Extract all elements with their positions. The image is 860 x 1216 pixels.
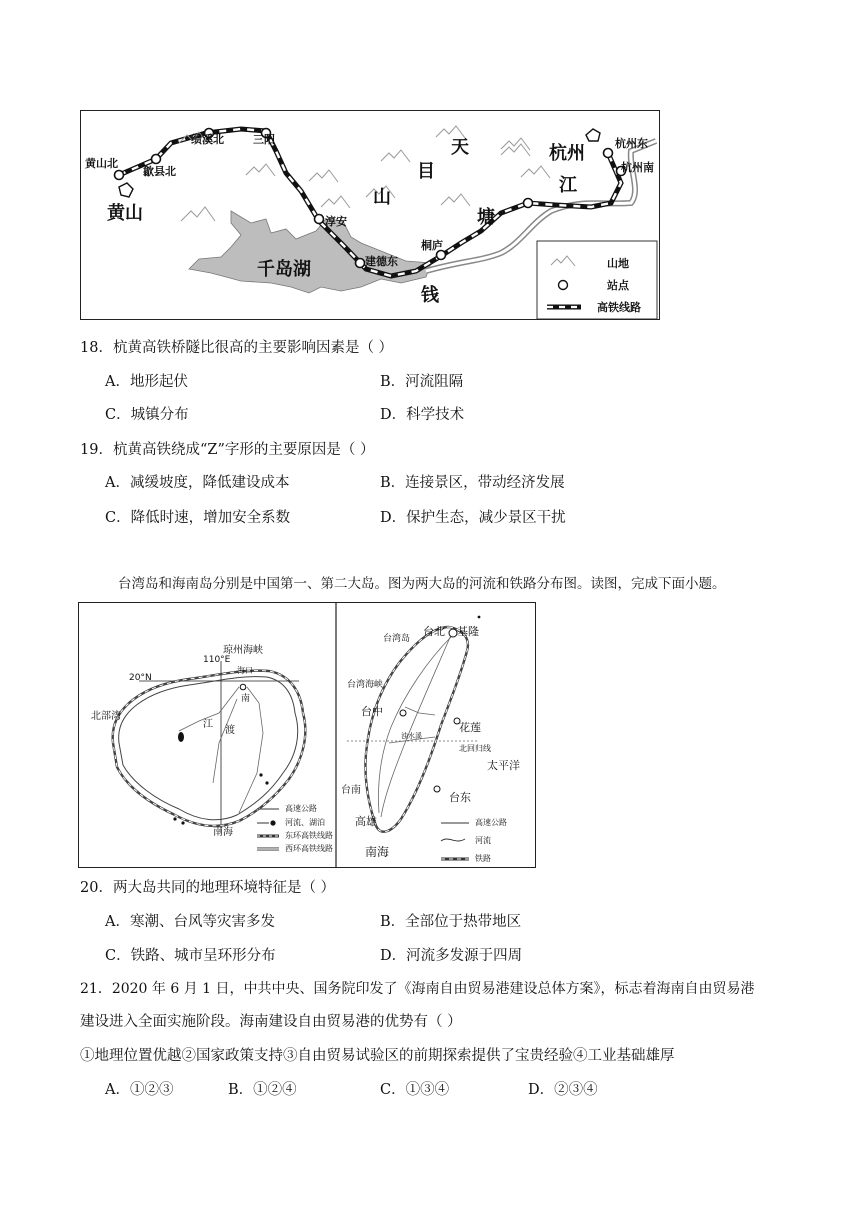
legend-label: 山地 xyxy=(607,257,629,270)
q20-option-a[interactable]: A．寒潮、台风等灾害多发 xyxy=(105,914,275,930)
q20-option-b[interactable]: B．全部位于热带地区 xyxy=(380,914,522,930)
legend-label: 东环高铁线路 xyxy=(285,831,333,840)
taiwan-label: 太平洋 xyxy=(487,759,520,772)
hainan-label: 110°E xyxy=(203,655,231,665)
question-21-items: ①地理位置优越②国家政策支持③自由贸易试验区的前期探索提供了宝贵经验④工业基础雄厚 xyxy=(80,1048,675,1064)
passage-intro: 台湾岛和海南岛分别是中国第一、第二大岛。图为两大岛的河流和铁路分布图。读图，完成下面小题。 xyxy=(118,576,726,592)
station-label: 杭州南 xyxy=(621,161,654,174)
station-jiandedong xyxy=(356,259,365,268)
taiwan-label: 台湾岛 xyxy=(383,634,411,644)
station-label: 淳安 xyxy=(325,215,347,228)
question-21-stem-line2: 建设进入全面实施阶段。海南建设自由贸易港的优势有（ ） xyxy=(80,1014,462,1030)
station-junction xyxy=(524,199,533,208)
taiwan-label: 台东 xyxy=(449,791,471,804)
hainan-label: 琼州海峡 xyxy=(223,645,263,656)
station-label: 桐庐 xyxy=(421,239,443,252)
q19-option-d[interactable]: D．保护生态，减少景区干扰 xyxy=(380,510,566,526)
taiwan-label: 基隆 xyxy=(457,625,479,638)
station-label: 歙县北 xyxy=(143,165,176,178)
taiwan-label: 台南 xyxy=(341,785,361,796)
taiwan-label: 台湾海峡 xyxy=(347,680,384,690)
q20-option-d[interactable]: D．河流多发源于四周 xyxy=(380,948,523,964)
legend-label: 高速公路 xyxy=(285,804,317,813)
q21-option-d[interactable]: D．②③④ xyxy=(528,1082,598,1098)
q18-option-d[interactable]: D．科学技术 xyxy=(380,407,465,423)
station-label: 建德东 xyxy=(365,255,398,268)
legend-label: 河流 xyxy=(475,836,491,845)
islands-map xyxy=(78,602,536,868)
taiwan-label: 台北 xyxy=(423,625,445,638)
question-19-stem: 19．杭黄高铁绕成“Z”字形的主要原因是（ ） xyxy=(80,442,375,458)
legend-label: 站点 xyxy=(607,279,629,292)
taiwan-label: 浊水溪 xyxy=(401,732,422,740)
station-label: 黄山北 xyxy=(85,157,118,170)
q21-option-c[interactable]: C．①③④ xyxy=(380,1082,450,1098)
hainan-label: 南 xyxy=(241,694,251,704)
station-label: 绩溪北 xyxy=(191,133,224,146)
hainan-label: 海口 xyxy=(237,666,253,675)
place-label: 钱 xyxy=(421,285,439,306)
q19-option-b[interactable]: B．连接景区，带动经济发展 xyxy=(380,475,565,491)
place-label: 江 xyxy=(559,175,577,196)
taiwan-label: 台中 xyxy=(361,705,383,718)
taiwan-label: 花莲 xyxy=(459,721,481,734)
place-label: 天 xyxy=(451,137,469,158)
place-label: 山 xyxy=(373,187,391,208)
question-20-stem: 20．两大岛共同的地理环境特征是（ ） xyxy=(80,880,336,896)
q18-option-c[interactable]: C．城镇分布 xyxy=(105,407,189,423)
legend-label: 高铁线路 xyxy=(597,301,641,314)
hainan-label: 南海 xyxy=(213,827,233,838)
taiwan-label: 北回归线 xyxy=(459,744,491,753)
place-label: 千岛湖 xyxy=(257,259,311,280)
q20-option-c[interactable]: C．铁路、城市呈环形分布 xyxy=(105,948,276,964)
q21-option-a[interactable]: A．①②③ xyxy=(105,1082,174,1098)
taiwan-label: 南海 xyxy=(365,845,390,859)
station-hangzhoudong xyxy=(604,149,613,158)
legend-label: 铁路 xyxy=(475,854,491,863)
place-label: 杭州 xyxy=(549,143,585,164)
question-21-stem-line1: 21．2020 年 6 月 1 日，中共中央、国务院印发了《海南自由贸易港建设总体方案》，标志着海南自由贸易港 xyxy=(80,981,755,997)
taiwan-label: 高雄 xyxy=(355,815,377,828)
legend-label: 西环高铁线路 xyxy=(285,844,333,853)
q19-option-a[interactable]: A．减缓坡度，降低建设成本 xyxy=(105,475,290,491)
q19-option-c[interactable]: C．降低时速，增加安全系数 xyxy=(105,510,291,526)
hainan-label: 江 xyxy=(203,719,213,730)
station-huangshanbei xyxy=(115,171,124,180)
hanghuang-railway-map xyxy=(80,110,660,320)
hainan-label: 渡 xyxy=(225,725,235,736)
legend-label: 高速公路 xyxy=(475,818,507,827)
station-label: 三阳 xyxy=(253,133,275,146)
question-18-stem: 18．杭黄高铁桥隧比很高的主要影响因素是（ ） xyxy=(80,340,394,356)
place-label: 黄山 xyxy=(107,203,143,224)
station-label: 杭州东 xyxy=(615,137,648,150)
hainan-label: 北部湾 xyxy=(91,711,121,722)
hainan-label: 20°N xyxy=(129,673,152,683)
huangshan-peak-icon xyxy=(119,183,133,197)
q18-option-a[interactable]: A．地形起伏 xyxy=(105,374,188,390)
hangzhou-peak-icon xyxy=(586,129,600,141)
q18-option-b[interactable]: B．河流阻隔 xyxy=(380,374,464,390)
legend-label: 河流、湖泊 xyxy=(285,818,325,827)
station-chunan xyxy=(315,215,324,224)
place-label: 目 xyxy=(417,161,435,182)
q21-option-b[interactable]: B．①②④ xyxy=(228,1082,297,1098)
place-label: 塘 xyxy=(477,207,495,228)
